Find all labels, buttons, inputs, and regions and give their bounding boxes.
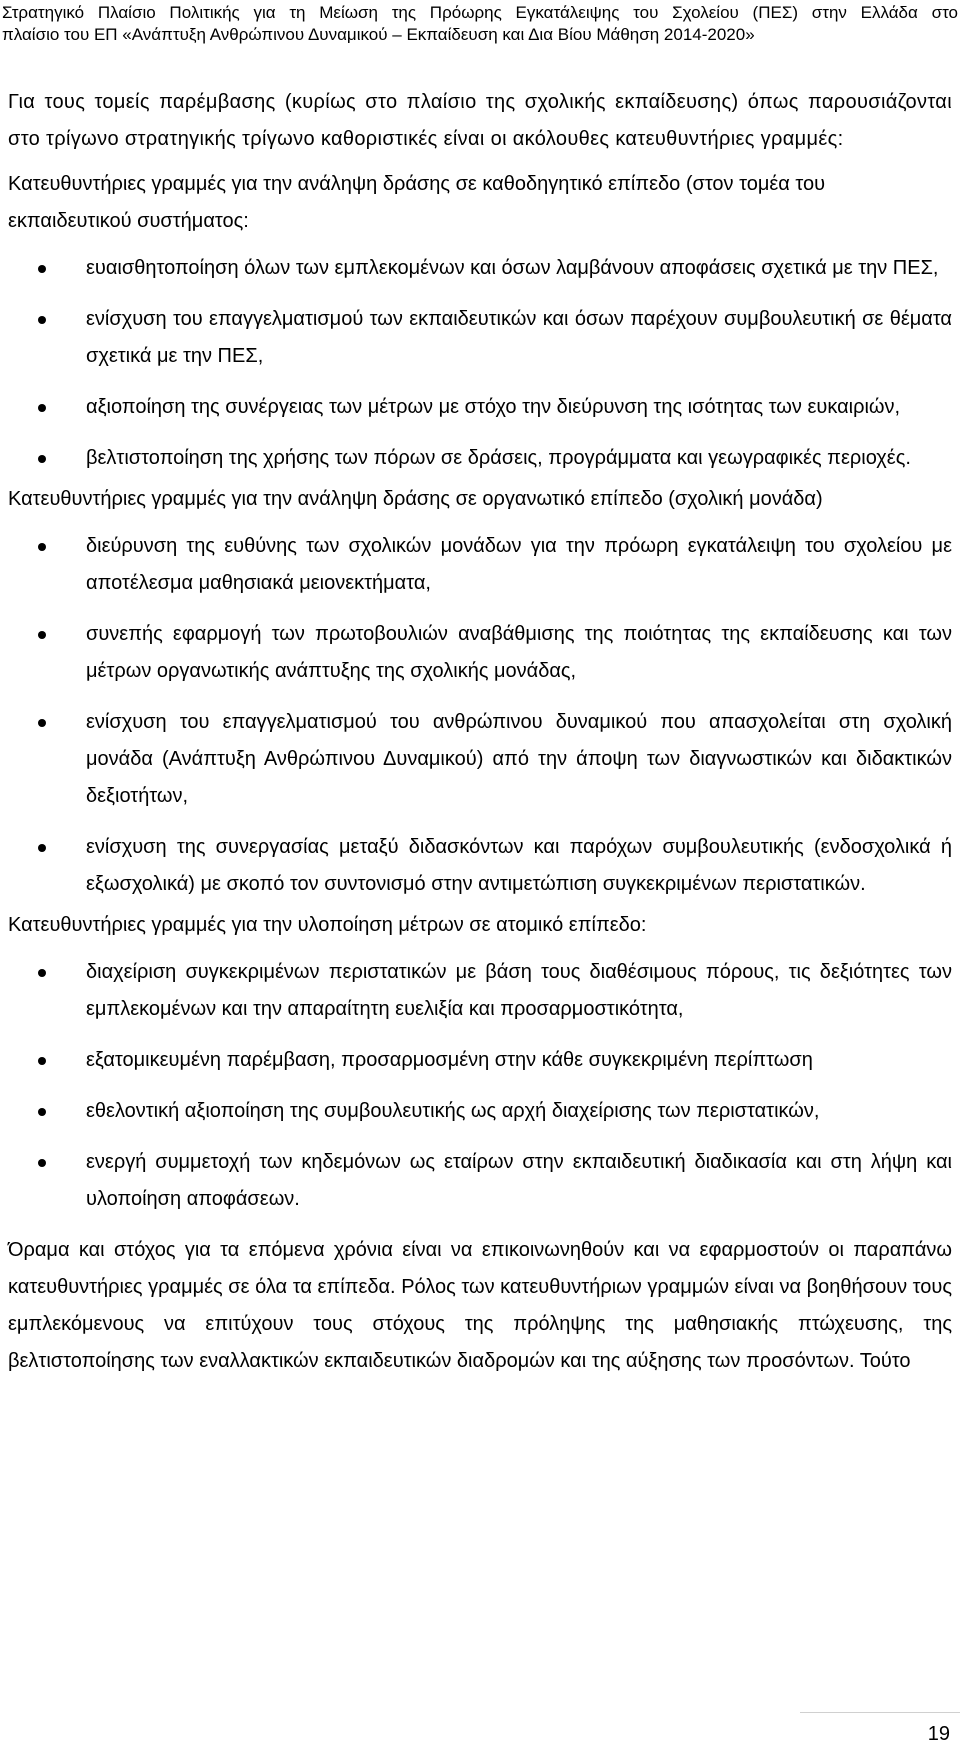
bullet-list-policy-level [8,250,952,477]
list-item: βελτιστοποίηση της χρήσης των πόρων σε δράσεις, προγράμματα και γεωγραφικές περιοχές. [8,440,952,477]
bullet-icon [38,844,46,852]
list-item: συνεπής εφαρμογή των πρωτοβουλιών αναβάθμισης της ποιότητας της εκπαίδευσης και των μέτρων οργανωτικής ανάπτυξης της σχολικής μονάδας, [8,616,952,690]
header-line-2: πλαίσιο του ΕΠ «Ανάπτυξη Ανθρώπινου Δυναμικού – Εκπαίδευση και Δια Βίου Μάθηση 2014-2020» [2,25,755,44]
bullet-icon [38,719,46,727]
bullet-icon [38,543,46,551]
list-item: ενεργή συμμετοχή των κηδεμόνων ως εταίρων στην εκπαιδευτική διαδικασία και στη λήψη και υλοποίηση αποφάσεων. [8,1144,952,1218]
section-heading-individual-level: Κατευθυντήριες γραμμές για την υλοποίηση μέτρων σε ατομικό επίπεδο: [8,914,647,936]
bullet-icon [38,969,46,977]
list-item: αξιοποίηση της συνέργειας των μέτρων με στόχο την διεύρυνση της ισότητας των ευκαιριών, [8,389,952,426]
list-item: ενίσχυση του επαγγελματισμού του ανθρώπινου δυναμικού που απασχολείται στη σχολική μονάδα (Ανάπτυξη Ανθρώπινου Δυναμικού) από την άποψη των διαγνωστικών και διδακτικών δεξιοτήτων, [8,704,952,815]
bullet-list-individual-level [8,954,952,1218]
list-item: διεύρυνση της ευθύνης των σχολικών μονάδων για την πρόωρη εγκατάλειψη του σχολείου με αποτέλεσμα μαθησιακά μειονεκτήματα, [8,528,952,602]
list-item: ενίσχυση του επαγγελματισμού των εκπαιδευτικών και όσων παρέχουν συμβουλευτική σε θέματα σχετικά με την ΠΕΣ, [8,301,952,375]
header-line-1: Στρατηγικό Πλαίσιο Πολιτικής για τη Μείωση της Πρόωρης Εγκατάλειψης του Σχολείου (ΠΕΣ) στην Ελλάδα στο [2,3,958,22]
list-item: διαχείριση συγκεκριμένων περιστατικών με βάση τους διαθέσιμους πόρους, τις δεξιότητες των εμπλεκομένων και την απαραίτητη ευελιξία και προσαρμοστικότητα, [8,954,952,1028]
bullet-list-organisational-level [8,528,952,903]
document-body [8,84,952,1380]
bullet-icon [38,455,46,463]
bullet-icon [38,631,46,639]
bullet-icon [38,1057,46,1065]
bullet-icon [38,316,46,324]
section-heading-organisational-level: Κατευθυντήριες γραμμές για την ανάληψη δράσης σε οργανωτικό επίπεδο (σχολική μονάδα) [8,488,823,510]
bullet-icon [38,265,46,273]
list-item: ευαισθητοποίηση όλων των εμπλεκομένων και όσων λαμβάνουν αποφάσεις σχετικά με την ΠΕΣ, [8,250,952,287]
list-item: ενίσχυση της συνεργασίας μεταξύ διδασκόντων και παρόχων συμβουλευτικής (ενδοσχολικά ή εξωσχολικά) με σκοπό τον συντονισμό στην αντιμετώπιση συγκεκριμένων περιστατικών. [8,829,952,903]
bullet-icon [38,1108,46,1116]
bullet-icon [38,404,46,412]
closing-paragraph: Όραμα και στόχος για τα επόμενα χρόνια είναι να επικοινωνηθούν και να εφαρμοστούν οι παραπάνω κατευθυντήριες γραμμές σε όλα τα επίπεδα. Ρόλος των κατευθυντήριων γραμμών είναι να βοηθήσουν τους εμπλεκόμενους να επιτύχουν τους στόχους της πρόληψης της μαθησιακής πτώχευσης, της βελτιστοποίησης των εναλλακτικών εκπαιδευτικών διαδρομών και της αύξησης των προσόντων. Τούτο [8,1239,952,1372]
footer-divider [800,1712,960,1713]
list-item: εξατομικευμένη παρέμβαση, προσαρμοσμένη στην κάθε συγκεκριμένη περίπτωση [8,1042,952,1079]
intro-paragraph: Για τους τομείς παρέμβασης (κυρίως στο πλαίσιο της σχολικής εκπαίδευσης) όπως παρουσιάζονται στο τρίγωνο στρατηγικής τρίγωνο καθοριστικές είναι οι ακόλουθες κατευθυντήριες γραμμές: [8,91,952,150]
page-number: 19 [927,1723,950,1745]
bullet-icon [38,1159,46,1167]
running-header [0,0,960,48]
list-item: εθελοντική αξιοποίηση της συμβουλευτικής ως αρχή διαχείρισης των περιστατικών, [8,1093,952,1130]
section-heading-policy-level: Κατευθυντήριες γραμμές για την ανάληψη δράσης σε καθοδηγητικό επίπεδο (στον τομέα του εκπαιδευτικού συστήματος: [8,173,826,232]
